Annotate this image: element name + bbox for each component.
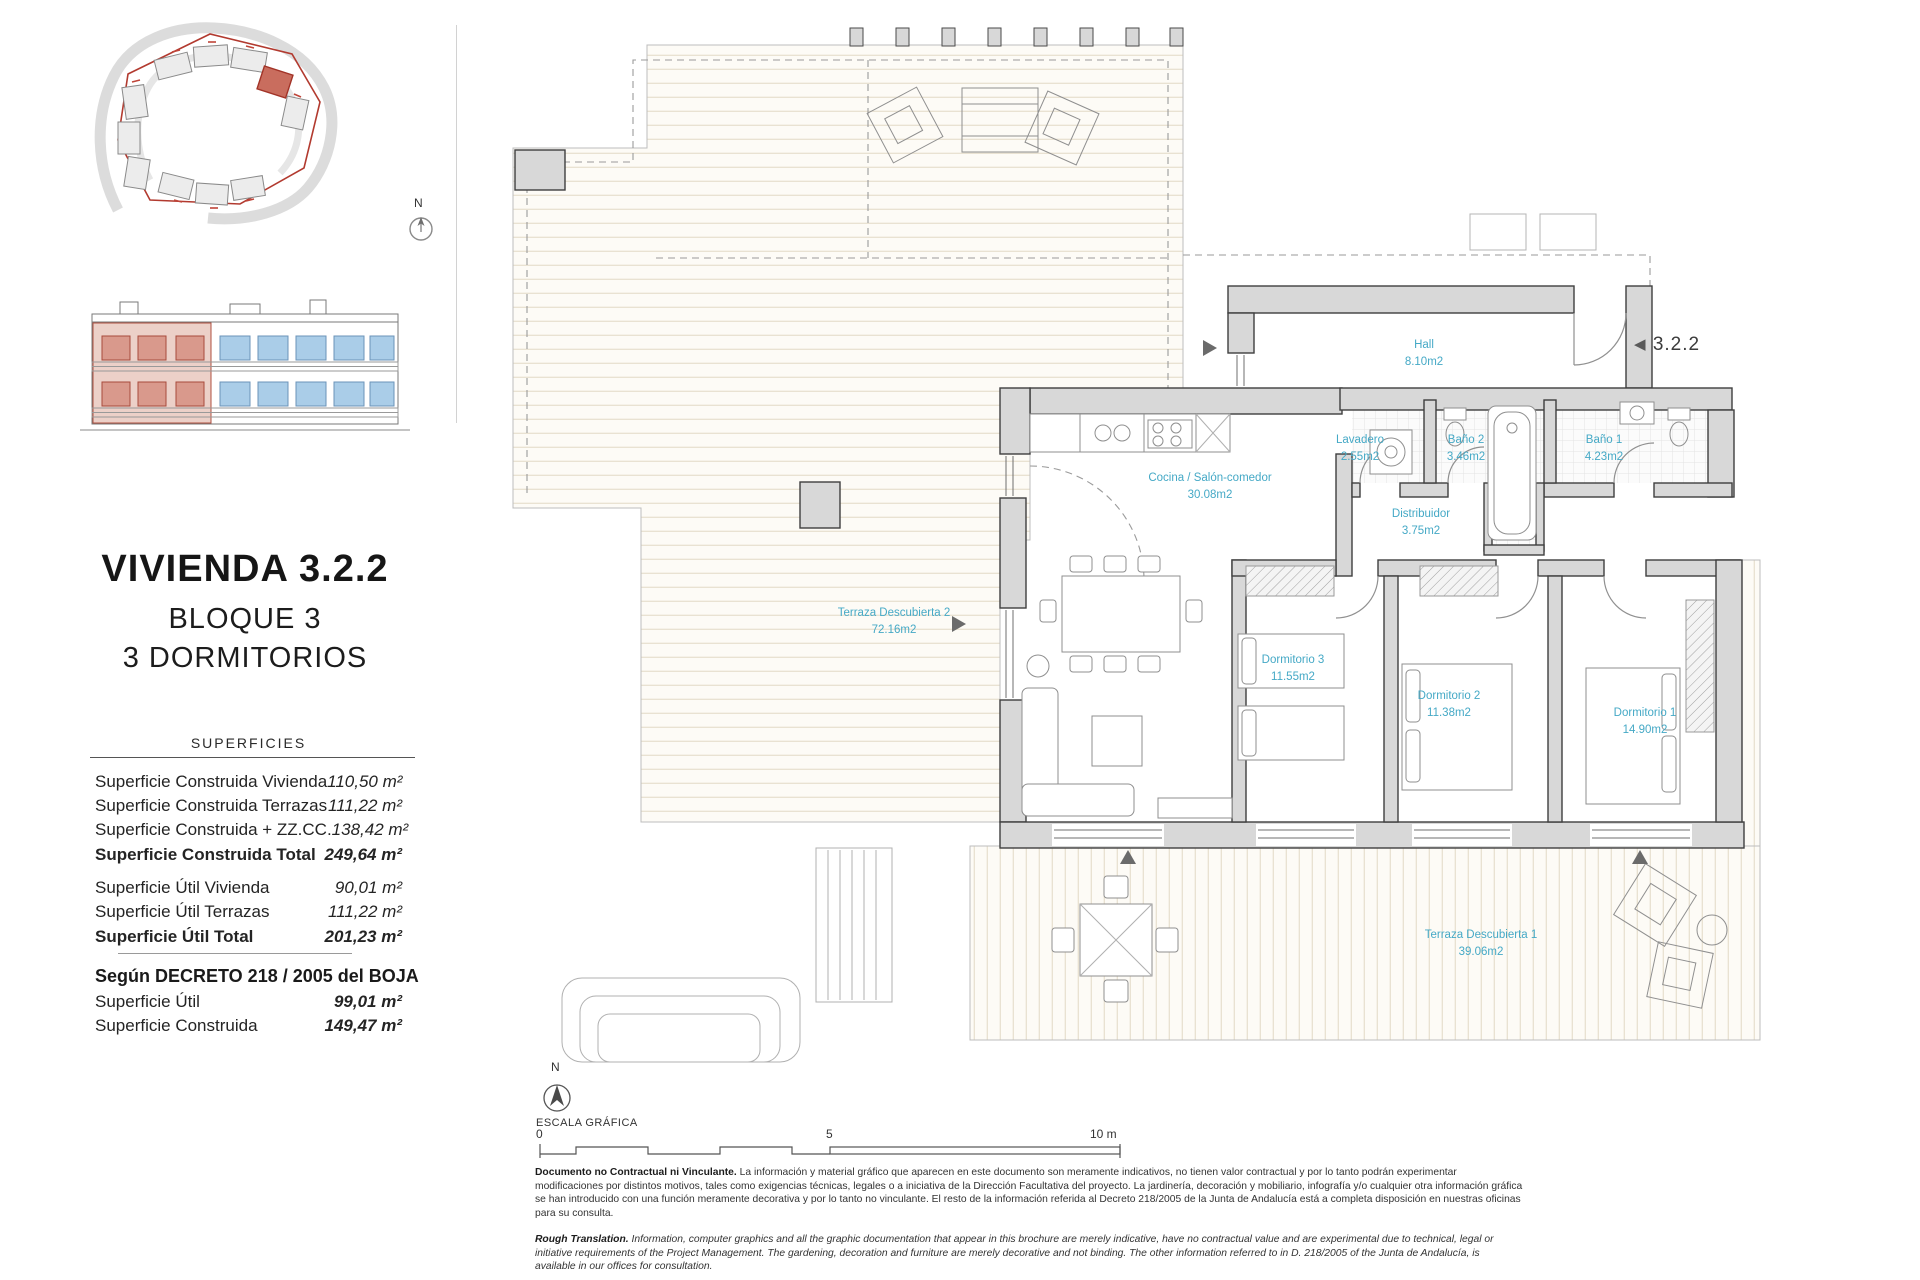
disclaimer [535, 1166, 1523, 1280]
room-label-bano2: Baño 2 3.46m2 [1446, 434, 1486, 463]
room-label-terraza1: Terraza Descubierta 1 39.06m2 [1424, 929, 1538, 958]
scale-tick-10: 10 m [1090, 1127, 1117, 1141]
table-row: Superficie Construida + ZZ.CC. 138,42 m² [95, 820, 409, 839]
table-row: Superficie Construida 149,47 m² [95, 1016, 402, 1035]
page-title: VIVIENDA 3.2.2 [101, 548, 389, 590]
scale-bar [540, 1144, 1120, 1158]
room-label-lavadero: Lavadero 2.55m2 [1336, 434, 1384, 463]
room-label-dormitorio1: Dormitorio 1 14.90m2 [1613, 707, 1677, 736]
room-label-dormitorio3: Dormitorio 3 11.55m2 [1261, 654, 1325, 683]
table-row: Superficie Útil Vivienda 90,01 m² [95, 878, 402, 897]
block-subtitle: BLOQUE 3 [168, 603, 322, 635]
pergola-posts [850, 28, 1183, 46]
table-row: Superficie Útil Terrazas 111,22 m² [95, 902, 402, 921]
table-row-total: Superficie Construida Total 249,64 m² [95, 845, 402, 864]
table-row: Superficie Construida Vivienda 110,50 m² [95, 772, 403, 791]
scale-label: ESCALA GRÁFICA [536, 1117, 638, 1129]
table-row: Superficie Construida Terrazas 111,22 m² [95, 796, 402, 815]
decreto-heading: Según DECRETO 218 / 2005 del BOJA [95, 966, 419, 986]
table-row: Superficie Útil 99,01 m² [95, 992, 402, 1011]
table-row-total: Superficie Útil Total 201,23 m² [95, 927, 402, 946]
room-label-distribuidor: Distribuidor 3.75m2 [1391, 508, 1451, 537]
disclaimer-es: Documento no Contractual ni Vinculante. La información y material gráfico que aparecen en este documento son meramente indicativos, no tienen valor contractual y por lo tanto podrán experimentar modificaciones por distintos motivos, tales como exigencias técnicas, legales o a iniciativa de la Dirección Facultativa del proyecto. La jardinería, decoración y mobiliario, infografía y/o cualquier otra información gráfica se han introducido con una función meramente decorativa y por lo tanto no vinculante. El resto de la información referida al Decreto 218/2005 de la Junta de Andalucía está a completa disposición en nuestras oficinas para su consulta. [535, 1167, 1523, 1219]
unit-arrow-icon: ◀ [1634, 336, 1647, 353]
superficies-heading: SUPERFICIES [190, 735, 307, 751]
scale-tick-0: 0 [536, 1127, 543, 1141]
disclaimer-en: Rough Translation. Information, computer graphics and all the graphic documentation that appear in this brochure are merely indicative, have no contractual value and are experimental due to technical, legal or initiative requirements of the Project Management. The gardening, decoration and furniture are merely decorative and not binding. The other information referred to in D. 218/2005 of the Junta de Andalucía, is available in our offices for consultation. [535, 1234, 1494, 1273]
bedrooms-subtitle: 3 DORMITORIOS [122, 642, 368, 674]
room-label-bano1: Baño 1 4.23m2 [1584, 434, 1624, 463]
scale-tick-5: 5 [826, 1127, 833, 1141]
sidebar-compass-n-label: N [414, 196, 423, 210]
room-label-cocina: Cocina / Salón-comedor 30.08m2 [1148, 472, 1272, 501]
scale-compass-n-label: N [551, 1060, 560, 1074]
room-label-terraza2: Terraza Descubierta 2 72.16m2 [837, 607, 951, 636]
room-label-dormitorio2: Dormitorio 2 11.38m2 [1417, 690, 1481, 719]
room-label-hall: Hall 8.10m2 [1404, 339, 1444, 368]
scale-compass-icon [544, 1085, 570, 1111]
unit-tag: ◀ 3.2.2 [1634, 334, 1701, 355]
